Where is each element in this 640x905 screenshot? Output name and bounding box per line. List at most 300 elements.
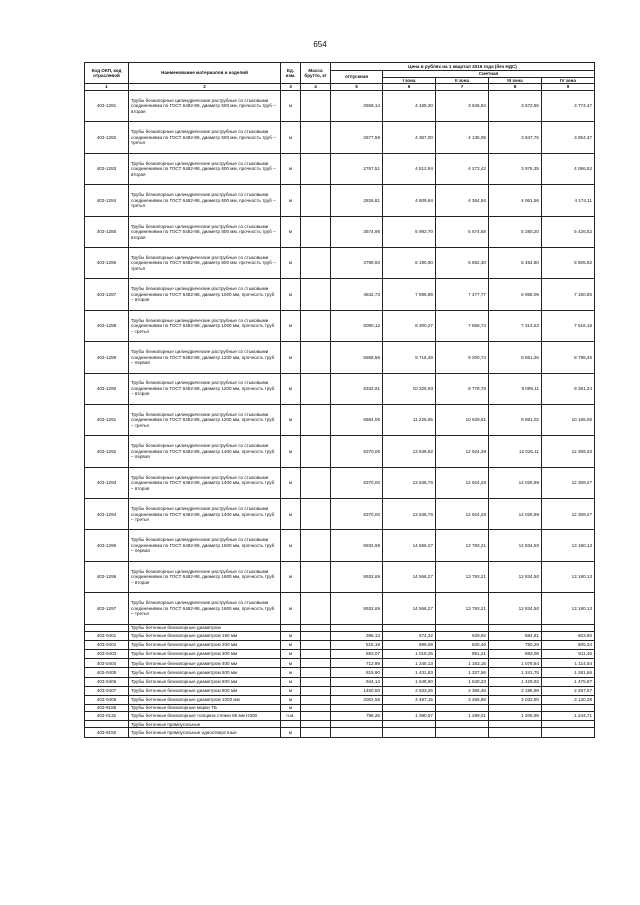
cell-zone-1-price — [383, 728, 436, 737]
cell-zone-4-price: 7 516,16 — [542, 310, 595, 341]
cell-unit: м — [281, 677, 301, 686]
cell-code: 403-0408 — [85, 695, 129, 704]
cell-mass — [301, 122, 331, 153]
cell-name: Трубы безнапорные цилиндрические раструбные со стыковыми соединениями по ГОСТ 6482-88, диаметр 1200 мм, прочность труб – третья — [129, 404, 281, 435]
cell-zone-1-price: 1 018,25 — [383, 650, 436, 659]
cell-zone-1-price: 3 497,15 — [383, 695, 436, 704]
table-row — [85, 624, 595, 631]
header-zone-4: IV зона — [542, 77, 595, 84]
cell-name: Трубы безнапорные цилиндрические раструбные со стыковыми соединениями по ГОСТ 6482-88, диаметр 1200 мм, прочность труб – первая — [129, 342, 281, 373]
cell-zone-4-price: 13 190,13 — [542, 530, 595, 561]
cell-mass — [301, 728, 331, 737]
cell-code: 403-1295 — [85, 530, 129, 561]
cell-zone-3-price: 12 834,50 — [489, 530, 542, 561]
cell-name: Трубы безнапорные цилиндрические раструбные со стыковыми соединениями по ГОСТ 6482-88, диаметр 600 мм, прочность труб – третья — [129, 185, 281, 216]
cell-zone-4-price: 3 130,38 — [542, 695, 595, 704]
table-row — [85, 342, 595, 373]
cell-zone-1-price: 7 896,89 — [383, 279, 436, 310]
cell-code: 403-9188 — [85, 705, 129, 712]
cell-zone-4-price: 4 174,11 — [542, 185, 595, 216]
cell-name: Трубы безнапорные цилиндрические раструбные со стыковыми соединениями по ГОСТ 6482-88, диаметр 1600 мм, прочность труб – третья — [129, 593, 281, 624]
cell-unit: м — [281, 404, 301, 435]
table-row — [85, 561, 595, 592]
page-number: 654 — [313, 40, 327, 49]
cell-zone-1-price: 13 648,82 — [383, 436, 436, 467]
cell-mass — [301, 185, 331, 216]
cell-mass — [301, 436, 331, 467]
table-row — [85, 677, 595, 686]
table-row — [85, 686, 595, 695]
cell-zone-4-price: 2 267,57 — [542, 686, 595, 695]
cell-code: 403-1292 — [85, 436, 129, 467]
cell-unit: м — [281, 695, 301, 704]
cell-unit: м — [281, 91, 301, 122]
cell-unit: м — [281, 279, 301, 310]
cell-zone-3-price — [489, 728, 542, 737]
cell-unit: п.м. — [281, 712, 301, 721]
cell-zone-2-price: 12 924,28 — [436, 467, 489, 498]
cell-mass — [301, 342, 331, 373]
table-row — [85, 640, 595, 649]
cell-zone-4-price: 9 351,24 — [542, 373, 595, 404]
cell-zone-1-price: 2 533,26 — [383, 686, 436, 695]
cell-release-price: 1450,50 — [331, 686, 383, 695]
cell-zone-3-price: 3 672,65 — [489, 91, 542, 122]
cell-unit: м — [281, 247, 301, 278]
cell-name: Трубы безнапорные цилиндрические раструбные со стыковыми соединениями по ГОСТ 6482-88, диаметр 500 мм, прочность труб – вторая — [129, 91, 281, 122]
cell-unit: м — [281, 153, 301, 184]
cell-code: 403-0403 — [85, 650, 129, 659]
cell-zone-3-price — [489, 624, 542, 631]
cell-zone-2-price: 9 200,74 — [436, 342, 489, 373]
cell-zone-4-price: 12 359,33 — [542, 436, 595, 467]
table-row — [85, 728, 595, 737]
cell-code: 403-1297 — [85, 593, 129, 624]
cell-zone-3-price: 12 026,11 — [489, 436, 542, 467]
cell-name: Трубы бетонные безнапорные диаметром — [129, 624, 281, 631]
cell-unit: м — [281, 631, 301, 640]
cell-zone-2-price: 13 793,21 — [436, 530, 489, 561]
cell-zone-3-price: 7 313,53 — [489, 310, 542, 341]
cell-unit — [281, 721, 301, 728]
cell-zone-2-price: 13 793,21 — [436, 561, 489, 592]
cell-zone-4-price: 1 114,54 — [542, 659, 595, 668]
cell-mass — [301, 624, 331, 631]
table-row — [85, 499, 595, 530]
cell-mass — [301, 668, 331, 677]
cell-zone-2-price: 4 135,09 — [436, 122, 489, 153]
cell-release-price: 2558,14 — [331, 91, 383, 122]
cell-name: Трубы безнапорные цилиндрические раструбные со стыковыми соединениями по ГОСТ 6482-88, диаметр 1000 мм, прочность труб – третья — [129, 310, 281, 341]
header-zone-1: I зона — [383, 77, 436, 84]
cell-zone-1-price: 674,32 — [383, 631, 436, 640]
cell-name: Трубы безнапорные цилиндрические раструбные со стыковыми соединениями по ГОСТ 6482-88, диаметр 1400 мм, прочность труб – третья — [129, 499, 281, 530]
table-row — [85, 712, 595, 721]
cell-zone-3-price: 12 834,50 — [489, 593, 542, 624]
cell-zone-2-price: 12 924,39 — [436, 436, 489, 467]
table-row — [85, 91, 595, 122]
cell-zone-3-price — [489, 721, 542, 728]
cell-zone-4-price — [542, 705, 595, 712]
cell-unit: м — [281, 686, 301, 695]
header-price-group: Цена в рублях на 1 квартал 2016 года (без НДС) — [331, 63, 595, 71]
cell-zone-2-price: 7 859,74 — [436, 310, 489, 341]
table-row — [85, 705, 595, 712]
cell-code: 403-1284 — [85, 185, 129, 216]
cell-unit: м — [281, 436, 301, 467]
table-row — [85, 310, 595, 341]
cell-code: 403-1285 — [85, 216, 129, 247]
cell-zone-3-price: 780,26 — [489, 640, 542, 649]
cell-name: Трубы безнапорные цилиндрические раструбные со стыковыми соединениями по ГОСТ 6482-88, диаметр 1400 мм, прочность труб – первая — [129, 436, 281, 467]
cell-unit: м — [281, 728, 301, 737]
header-estimate: Сметная — [383, 71, 595, 78]
cell-zone-3-price: 9 891,02 — [489, 404, 542, 435]
cell-zone-3-price: 12 834,50 — [489, 561, 542, 592]
cell-mass — [301, 373, 331, 404]
cell-zone-2-price — [436, 624, 489, 631]
column-number: 9 — [542, 84, 595, 91]
cell-release-price: 386,13 — [331, 631, 383, 640]
cell-unit: м — [281, 640, 301, 649]
cell-zone-4-price: 12 359,27 — [542, 467, 595, 498]
cell-mass — [301, 91, 331, 122]
cell-name: Трубы бетонные безнапорные марки ТБ — [129, 705, 281, 712]
cell-code: 403-1290 — [85, 373, 129, 404]
cell-mass — [301, 686, 331, 695]
cell-zone-2-price: 12 924,28 — [436, 499, 489, 530]
cell-zone-2-price: 3 266,89 — [436, 695, 489, 704]
cell-zone-3-price: 2 196,98 — [489, 686, 542, 695]
cell-unit: м — [281, 216, 301, 247]
table-row — [85, 721, 595, 728]
header-release: отпускная — [331, 71, 383, 84]
cell-mass — [301, 153, 331, 184]
cell-release-price: 8932,69 — [331, 593, 383, 624]
table-row — [85, 404, 595, 435]
cell-name: Трубы безнапорные цилиндрические раструбные со стыковыми соединениями по ГОСТ 6482-88, диаметр 1600 мм, прочность труб – вторая — [129, 561, 281, 592]
cell-release-price: 6332,91 — [331, 373, 383, 404]
cell-release-price: 8932,69 — [331, 561, 383, 592]
cell-mass — [301, 247, 331, 278]
cell-zone-2-price: 5 862,30 — [436, 247, 489, 278]
cell-zone-3-price: 3 976,35 — [489, 153, 542, 184]
cell-mass — [301, 404, 331, 435]
cell-code: 403-1283 — [85, 153, 129, 184]
cell-zone-3-price: 1 241,75 — [489, 668, 542, 677]
cell-code: 403-0407 — [85, 686, 129, 695]
cell-zone-1-price — [383, 624, 436, 631]
cell-release-price: 5958,56 — [331, 342, 383, 373]
cell-name: Трубы безнапорные цилиндрические раструбные со стыковыми соединениями по ГОСТ 6482-88, диаметр 600 мм, прочность труб – вторая — [129, 153, 281, 184]
column-number: 8 — [489, 84, 542, 91]
cell-code: 403-1281 — [85, 91, 129, 122]
cell-zone-1-price: 8 300,27 — [383, 310, 436, 341]
cell-zone-4-price: 1 244,71 — [542, 712, 595, 721]
cell-name: Трубы бетонные безнапорные диаметром 800 мм — [129, 686, 281, 695]
cell-zone-3-price: 5 280,20 — [489, 216, 542, 247]
cell-zone-1-price: 11 225,65 — [383, 404, 436, 435]
header-mass: Масса брутто, кг — [301, 63, 331, 84]
cell-release-price — [331, 721, 383, 728]
cell-mass — [301, 631, 331, 640]
cell-unit: м — [281, 122, 301, 153]
cell-zone-1-price: 1 390,57 — [383, 712, 436, 721]
cell-zone-1-price: 1 431,83 — [383, 668, 436, 677]
cell-zone-2-price: 4 273,42 — [436, 153, 489, 184]
table-row — [85, 185, 595, 216]
cell-zone-4-price: 12 359,27 — [542, 499, 595, 530]
cell-mass — [301, 721, 331, 728]
cell-code: 403-1294 — [85, 499, 129, 530]
table-row — [85, 436, 595, 467]
cell-name: Трубы бетонные безнапорные диаметром 1000 мм — [129, 695, 281, 704]
table-row — [85, 593, 595, 624]
cell-name: Трубы безнапорные цилиндрические раструбные со стыковыми соединениями по ГОСТ 6482-88, диаметр 1600 мм, прочность труб – первая — [129, 530, 281, 561]
column-number: 3 — [281, 84, 301, 91]
cell-mass — [301, 467, 331, 498]
cell-name: Трубы бетонные безнапорные диаметром 150 мм — [129, 631, 281, 640]
cell-zone-2-price: 4 364,94 — [436, 185, 489, 216]
cell-unit: м — [281, 650, 301, 659]
cell-zone-1-price: 4 168,30 — [383, 91, 436, 122]
cell-unit — [281, 624, 301, 631]
cell-mass — [301, 712, 331, 721]
cell-zone-4-price: 603,60 — [542, 631, 595, 640]
cell-release-price: 2767,51 — [331, 153, 383, 184]
cell-zone-1-price — [383, 721, 436, 728]
header-code: Код ОКП, код отраслевой — [85, 63, 129, 84]
cell-code: 403-1296 — [85, 561, 129, 592]
cell-zone-2-price — [436, 728, 489, 737]
cell-mass — [301, 659, 331, 668]
cell-zone-1-price: 4 512,94 — [383, 153, 436, 184]
cell-zone-3-price: 1 429,92 — [489, 677, 542, 686]
cell-code: 403-1288 — [85, 310, 129, 341]
table-body — [85, 91, 595, 738]
cell-zone-3-price: 4 061,56 — [489, 185, 542, 216]
cell-release-price: 819,90 — [331, 668, 383, 677]
cell-zone-1-price: 9 716,48 — [383, 342, 436, 373]
header-zone-3: III зона — [489, 77, 542, 84]
cell-zone-2-price: 7 477,77 — [436, 279, 489, 310]
cell-zone-1-price: 10 326,93 — [383, 373, 436, 404]
cell-mass — [301, 593, 331, 624]
cell-zone-2-price: 1 299,01 — [436, 712, 489, 721]
cell-release-price: 8370,06 — [331, 436, 383, 467]
table-row — [85, 650, 595, 659]
cell-zone-2-price: 9 778,78 — [436, 373, 489, 404]
cell-mass — [301, 310, 331, 341]
cell-code: 403-0406 — [85, 677, 129, 686]
table-row — [85, 247, 595, 278]
cell-zone-3-price: 3 032,90 — [489, 695, 542, 704]
header-unit: Ед. изм. — [281, 63, 301, 84]
cell-code: 403-9150 — [85, 728, 129, 737]
table-row — [85, 122, 595, 153]
cell-zone-3-price: 12 025,98 — [489, 499, 542, 530]
cell-zone-1-price: 899,69 — [383, 640, 436, 649]
cell-zone-1-price: 1 648,80 — [383, 677, 436, 686]
column-number: 2 — [129, 84, 281, 91]
cell-zone-1-price: 14 566,27 — [383, 593, 436, 624]
cell-mass — [301, 279, 331, 310]
cell-zone-4-price: 1 281,66 — [542, 668, 595, 677]
table-row — [85, 216, 595, 247]
cell-zone-1-price: 13 648,76 — [383, 467, 436, 498]
cell-release-price: 3674,96 — [331, 216, 383, 247]
cell-release-price: 5090,12 — [331, 310, 383, 341]
cell-release-price: 8370,00 — [331, 499, 383, 530]
cell-mass — [301, 216, 331, 247]
cell-zone-3-price: 3 847,75 — [489, 122, 542, 153]
cell-name: Трубы бетонные безнапорные диаметром 400 мм — [129, 659, 281, 668]
cell-zone-3-price: 6 958,09 — [489, 279, 542, 310]
cell-mass — [301, 561, 331, 592]
cell-zone-3-price — [489, 705, 542, 712]
cell-zone-4-price — [542, 624, 595, 631]
table-row — [85, 373, 595, 404]
cell-zone-4-price: 8 798,45 — [542, 342, 595, 373]
cell-zone-4-price: 3 954,37 — [542, 122, 595, 153]
cell-zone-4-price: 3 774,47 — [542, 91, 595, 122]
cell-name: Трубы безнапорные цилиндрические раструбные со стыковыми соединениями по ГОСТ 6482-88, диаметр 1200 мм, прочность труб – вторая — [129, 373, 281, 404]
cell-code: 403-0404 — [85, 659, 129, 668]
cell-name: Трубы безнапорные цилиндрические раструбные со стыковыми соединениями по ГОСТ 6482-88, диаметр 1400 мм, прочность труб – вторая — [129, 467, 281, 498]
cell-code: 403-1282 — [85, 122, 129, 153]
cell-zone-4-price: 5 426,52 — [542, 216, 595, 247]
cell-release-price: 712,99 — [331, 659, 383, 668]
cell-code — [85, 624, 129, 631]
table-row — [85, 659, 595, 668]
column-number: 1 — [85, 84, 129, 91]
cell-name: Трубы бетонные прямоугольные — [129, 721, 281, 728]
price-table — [84, 62, 595, 738]
cell-release-price: 2677,59 — [331, 122, 383, 153]
cell-name: Трубы безнапорные цилиндрические раструбные со стыковыми соединениями по ГОСТ 6482-88, диаметр 500 мм, прочность труб – третья — [129, 122, 281, 153]
cell-zone-4-price: 805,34 — [542, 640, 595, 649]
cell-mass — [301, 705, 331, 712]
cell-code — [85, 721, 129, 728]
table-row — [85, 695, 595, 704]
cell-code: 403-1289 — [85, 342, 129, 373]
cell-release-price: 2002,56 — [331, 695, 383, 704]
cell-unit: м — [281, 530, 301, 561]
cell-code: 403-0402 — [85, 640, 129, 649]
column-number: 7 — [436, 84, 489, 91]
cell-zone-4-price: 10 165,06 — [542, 404, 595, 435]
column-number: 6 — [383, 84, 436, 91]
cell-zone-1-price: 4 367,00 — [383, 122, 436, 153]
header-zone-2: II зона — [436, 77, 489, 84]
cell-name: Трубы бетонные безнапорные диаметром 500 мм — [129, 668, 281, 677]
cell-release-price: 4842,73 — [331, 279, 383, 310]
cell-zone-4-price — [542, 721, 595, 728]
cell-unit: м — [281, 668, 301, 677]
cell-unit: м — [281, 499, 301, 530]
cell-zone-2-price: 1 540,23 — [436, 677, 489, 686]
cell-release-price: 8932,69 — [331, 530, 383, 561]
cell-zone-2-price — [436, 705, 489, 712]
cell-zone-3-price: 8 561,26 — [489, 342, 542, 373]
cell-name: Трубы бетонные безнапорные диаметром 600 мм — [129, 677, 281, 686]
cell-zone-4-price: 13 190,13 — [542, 593, 595, 624]
cell-unit: м — [281, 593, 301, 624]
cell-zone-2-price — [436, 721, 489, 728]
cell-name: Трубы безнапорные цилиндрические раструбные со стыковыми соединениями по ГОСТ 6482-88, диаметр 800 мм, прочность труб – вторая — [129, 216, 281, 247]
table-row — [85, 530, 595, 561]
cell-zone-1-price: 4 609,64 — [383, 185, 436, 216]
cell-zone-1-price: 14 566,27 — [383, 561, 436, 592]
cell-name: Трубы бетонные безнапорные диаметром 200 мм — [129, 640, 281, 649]
cell-zone-3-price: 883,08 — [489, 650, 542, 659]
cell-zone-2-price: 13 793,21 — [436, 593, 489, 624]
cell-zone-4-price: 1 475,87 — [542, 677, 595, 686]
cell-zone-3-price: 1 205,96 — [489, 712, 542, 721]
cell-mass — [301, 530, 331, 561]
cell-mass — [301, 499, 331, 530]
cell-release-price: 8370,00 — [331, 467, 383, 498]
cell-zone-3-price: 9 099,11 — [489, 373, 542, 404]
cell-zone-2-price: 10 629,81 — [436, 404, 489, 435]
cell-name: Трубы бетонные прямоугольные одноотверстные — [129, 728, 281, 737]
cell-code: 403-1286 — [85, 247, 129, 278]
table-row — [85, 668, 595, 677]
cell-mass — [301, 695, 331, 704]
cell-release-price — [331, 705, 383, 712]
cell-unit: м — [281, 561, 301, 592]
cell-zone-1-price: 5 992,70 — [383, 216, 436, 247]
cell-zone-2-price: 5 674,58 — [436, 216, 489, 247]
cell-unit: м — [281, 467, 301, 498]
cell-release-price — [331, 624, 383, 631]
cell-name: Трубы бетонные безнапорные диаметром 300 мм — [129, 650, 281, 659]
cell-unit: м — [281, 185, 301, 216]
cell-unit: м — [281, 373, 301, 404]
cell-mass — [301, 677, 331, 686]
cell-release-price: 2826,81 — [331, 185, 383, 216]
cell-mass — [301, 650, 331, 659]
cell-zone-1-price — [383, 705, 436, 712]
cell-code: 403-0401 — [85, 631, 129, 640]
cell-code: 403-1293 — [85, 467, 129, 498]
cell-zone-3-price: 12 025,98 — [489, 467, 542, 498]
cell-mass — [301, 640, 331, 649]
table-row — [85, 631, 595, 640]
cell-release-price: 944,14 — [331, 677, 383, 686]
cell-name: Трубы безнапорные цилиндрические раструбные со стыковыми соединениями по ГОСТ 6482-88, диаметр 800 мм, прочность труб – третья — [129, 247, 281, 278]
cell-zone-3-price: 1 079,84 — [489, 659, 542, 668]
cell-release-price: 583,07 — [331, 650, 383, 659]
cell-zone-4-price: 4 086,52 — [542, 153, 595, 184]
cell-release-price: 796,26 — [331, 712, 383, 721]
cell-unit: м — [281, 310, 301, 341]
cell-code: 403-0132 — [85, 712, 129, 721]
cell-unit: м — [281, 342, 301, 373]
column-number: 4 — [301, 84, 331, 91]
cell-zone-2-price: 1 337,56 — [436, 668, 489, 677]
table-row — [85, 279, 595, 310]
cell-zone-2-price: 840,46 — [436, 640, 489, 649]
cell-unit: м — [281, 659, 301, 668]
cell-zone-3-price: 5 454,80 — [489, 247, 542, 278]
cell-release-price: 6884,06 — [331, 404, 383, 435]
cell-code: 403-1291 — [85, 404, 129, 435]
cell-zone-2-price: 3 946,84 — [436, 91, 489, 122]
cell-zone-4-price: 5 605,92 — [542, 247, 595, 278]
cell-zone-4-price — [542, 728, 595, 737]
cell-zone-2-price: 2 366,48 — [436, 686, 489, 695]
